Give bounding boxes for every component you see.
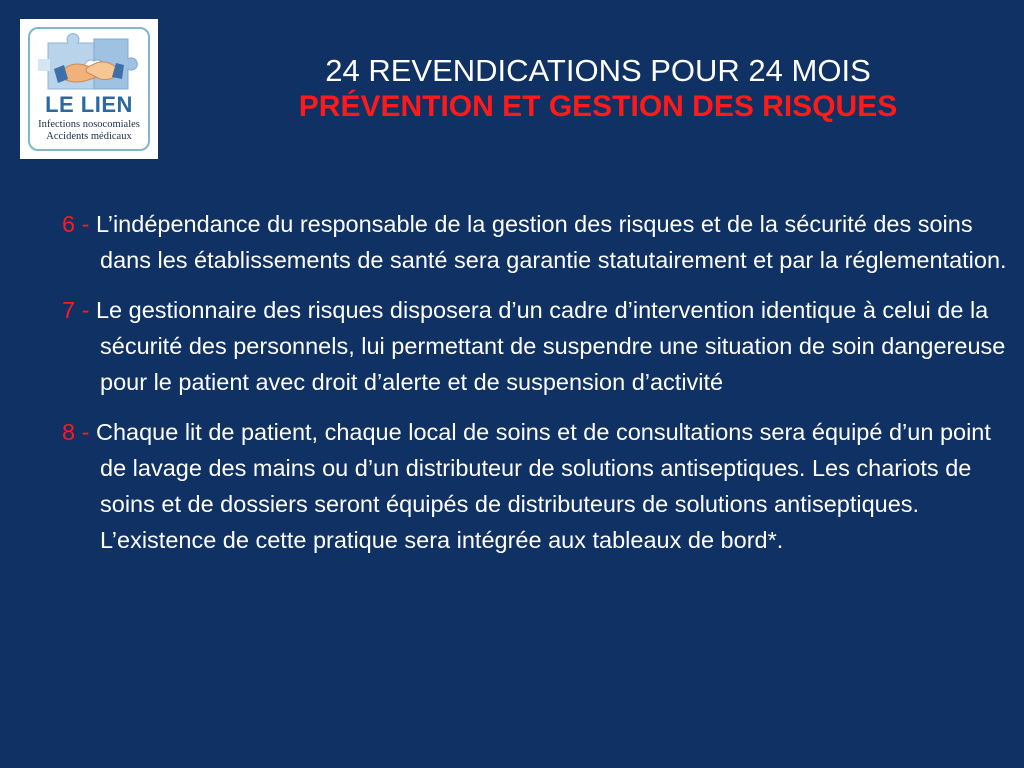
title-line-1: 24 REVENDICATIONS POUR 24 MOIS: [325, 53, 871, 88]
logo-frame: [28, 27, 150, 151]
logo-subtitle-1: Infections nosocomiales: [38, 119, 140, 130]
demands-list: [62, 206, 1007, 558]
item-number: 7 -: [62, 297, 90, 323]
demand-item-6: [62, 206, 1007, 278]
item-text: Chaque lit de patient, chaque local de soins et de consultations sera équipé d’un point de lavage des mains ou d’un distributeur de solutions antiseptiques. Les chariots de soins et de dossiers seront équipés de distributeurs de solutions antiseptiques. L’existence de cette pratique sera intégrée aux tableaux de bord*.: [95, 419, 991, 553]
item-number: 6 -: [62, 211, 90, 237]
demand-item-7: [62, 292, 1007, 400]
item-text: L’indépendance du responsable de la gestion des risques et de la sécurité des soins dans les établissements de santé sera garantie statutairement et par la réglementation.: [95, 211, 1007, 273]
title-line-2: PRÉVENTION ET GESTION DES RISQUES: [298, 90, 898, 123]
logo-name: LE LIEN: [45, 92, 133, 117]
puzzle-handshake-icon: [30, 29, 148, 99]
item-number: 8 -: [62, 419, 90, 445]
demand-item-8: [62, 414, 1007, 558]
item-text: Le gestionnaire des risques disposera d’un cadre d’intervention identique à celui de la sécurité des personnels, lui permettant de suspendre une situation de soin dangereuse pour le patient avec droit d’alerte et de suspension d’activité: [95, 297, 1006, 395]
logo-subtitle-2: Accidents médicaux: [46, 131, 132, 142]
slide-title: [180, 53, 1016, 125]
le-lien-logo: [20, 19, 158, 159]
